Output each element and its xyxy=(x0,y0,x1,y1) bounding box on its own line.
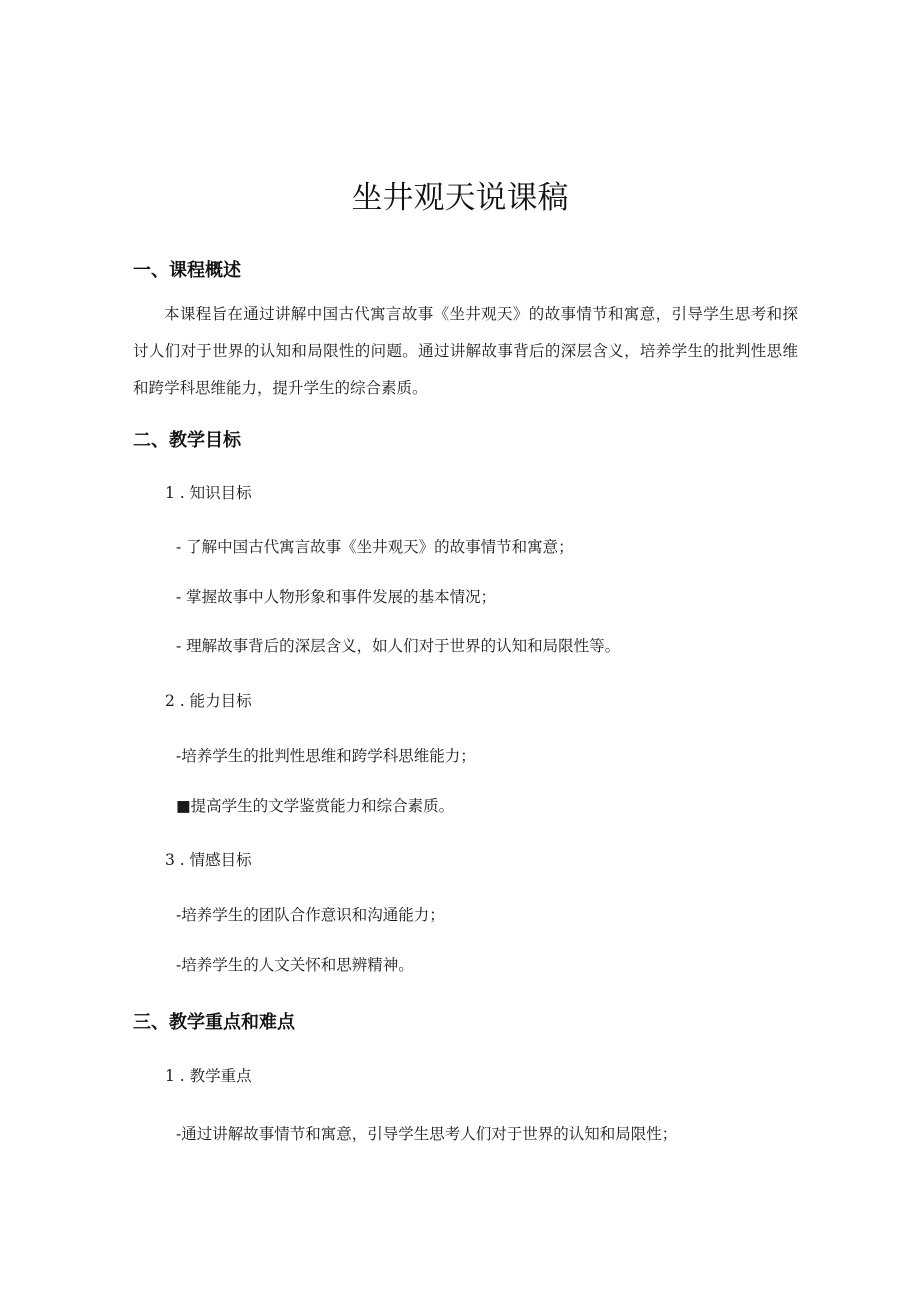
subsection-knowledge-goals: 1 . 知识目标 xyxy=(165,484,252,502)
list-item: -通过讲解故事情节和寓意，引导学生思考人们对于世界的认知和局限性； xyxy=(176,1125,678,1143)
list-item: -培养学生的团队合作意识和沟通能力； xyxy=(176,906,445,924)
section-heading-key-points: 三、教学重点和难点 xyxy=(133,1012,295,1033)
list-item: -培养学生的人文关怀和思辨精神。 xyxy=(176,956,414,974)
subsection-ability-goals: 2 . 能力目标 xyxy=(165,692,252,710)
list-item: - 了解中国古代寓言故事《坐井观天》的故事情节和寓意； xyxy=(176,538,574,556)
list-item: -培养学生的批判性思维和跨学科思维能力； xyxy=(176,747,476,765)
subsection-teaching-focus: 1 . 教学重点 xyxy=(165,1067,252,1085)
list-item: - 掌握故事中人物形象和事件发展的基本情况； xyxy=(176,588,497,606)
subsection-emotion-goals: 3 . 情感目标 xyxy=(165,851,252,869)
list-item: ■提高学生的文学鉴赏能力和综合素质。 xyxy=(176,797,455,815)
document-title: 坐井观天说课稿 xyxy=(351,180,569,216)
section-heading-objectives: 二、教学目标 xyxy=(133,430,241,451)
section-heading-overview: 一、课程概述 xyxy=(133,260,241,281)
overview-paragraph: 本课程旨在通过讲解中国古代寓言故事《坐井观天》的故事情节和寓意，引导学生思考和探讨人们对于世界的认知和局限性的问题。通过讲解故事背后的深层含义，培养学生的批判性思维和跨学科思维能力，提升学生的综合素质。 xyxy=(133,305,798,397)
list-item: - 理解故事背后的深层含义，如人们对于世界的认知和局限性等。 xyxy=(176,637,621,655)
